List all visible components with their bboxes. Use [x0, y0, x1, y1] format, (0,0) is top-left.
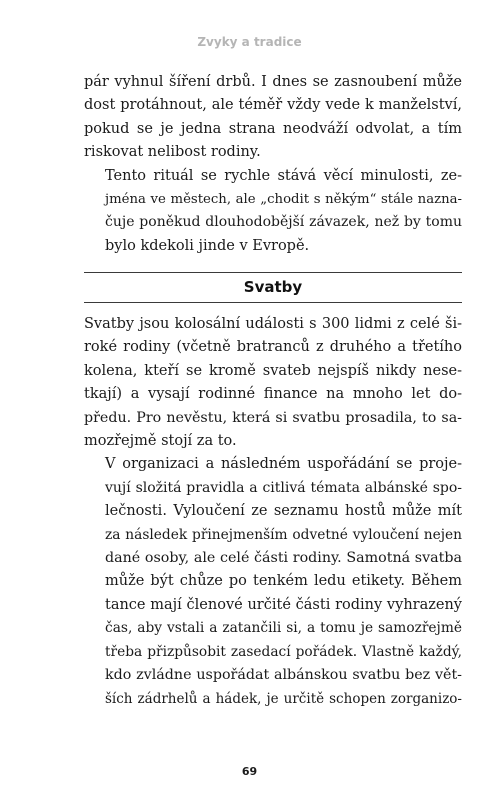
text-line: čas, aby vstali a zatančili si, a tomu je samozřejmě	[105, 620, 462, 637]
paragraph	[84, 165, 462, 259]
section-heading: Svatby	[84, 272, 462, 303]
text-line: Tento rituál se rychle stává věcí minulosti, ze-	[105, 167, 462, 184]
text-line: jména ve městech, ale „chodit s někým“ stále nazna-	[105, 192, 462, 208]
text-line: V organizaci a následném uspořádání se proje-	[105, 456, 462, 473]
text-line: za následek přinejmenším odvetné vyloučení nejen	[105, 526, 462, 543]
text-line: riskovat nelibost rodiny.	[84, 144, 261, 161]
text-line: mozřejmě stojí za to.	[84, 433, 237, 450]
paragraph	[84, 71, 462, 165]
text-line: vují složitá pravidla a citlivá témata albánské spo-	[105, 479, 462, 496]
text-line: roké rodiny (včetně bratranců z druhého a třetího	[84, 339, 462, 356]
text-line: kdo zvládne uspořádat albánskou svatbu bez vět-	[105, 667, 462, 684]
text-line: Svatby jsou kolosální události s 300 lidmi z celé ši-	[84, 316, 462, 332]
text-line: tance mají členové určité části rodiny vyhrazený	[105, 596, 462, 613]
running-head: Zvyky a tradice	[197, 35, 302, 49]
text-line: dost protáhnout, ale téměř vždy vede k manželství,	[84, 97, 462, 114]
text-line: třeba přizpůsobit zasedací pořádek. Vlastně každý,	[105, 643, 462, 660]
text-block-top	[84, 71, 462, 258]
text-line: může být chůze po tenkém ledu etikety. Během	[105, 573, 462, 590]
text-line: pokud se je jedna strana neodváží odvolat, a tím	[84, 120, 462, 137]
text-block-bottom	[84, 313, 462, 711]
text-line: pár vyhnul šíření drbů. I dnes se zasnoubení může	[84, 74, 462, 90]
text-line: bylo kdekoli jinde v Evropě.	[105, 237, 310, 254]
text-line: lečnosti. Vyloučení ze seznamu hostů může mít	[105, 503, 462, 520]
text-line: kolena, kteří se kromě svateb nejspíš nikdy nese-	[84, 362, 462, 379]
text-line: tkají) a vysají rodinné finance na mnoho let do-	[84, 386, 462, 403]
text-line: předu. Pro nevěstu, která si svatbu prosadila, to sa-	[84, 409, 462, 426]
page-number: 69	[241, 765, 258, 778]
text-line: čuje poněkud dlouhodobější závazek, než by tomu	[105, 214, 462, 231]
paragraph	[84, 453, 462, 710]
text-line: ších zádrhelů a hádek, je určitě schopen zorganizo-	[105, 690, 462, 707]
paragraph	[84, 313, 462, 453]
text-line: dané osoby, ale celé části rodiny. Samotná svatba	[105, 550, 462, 567]
